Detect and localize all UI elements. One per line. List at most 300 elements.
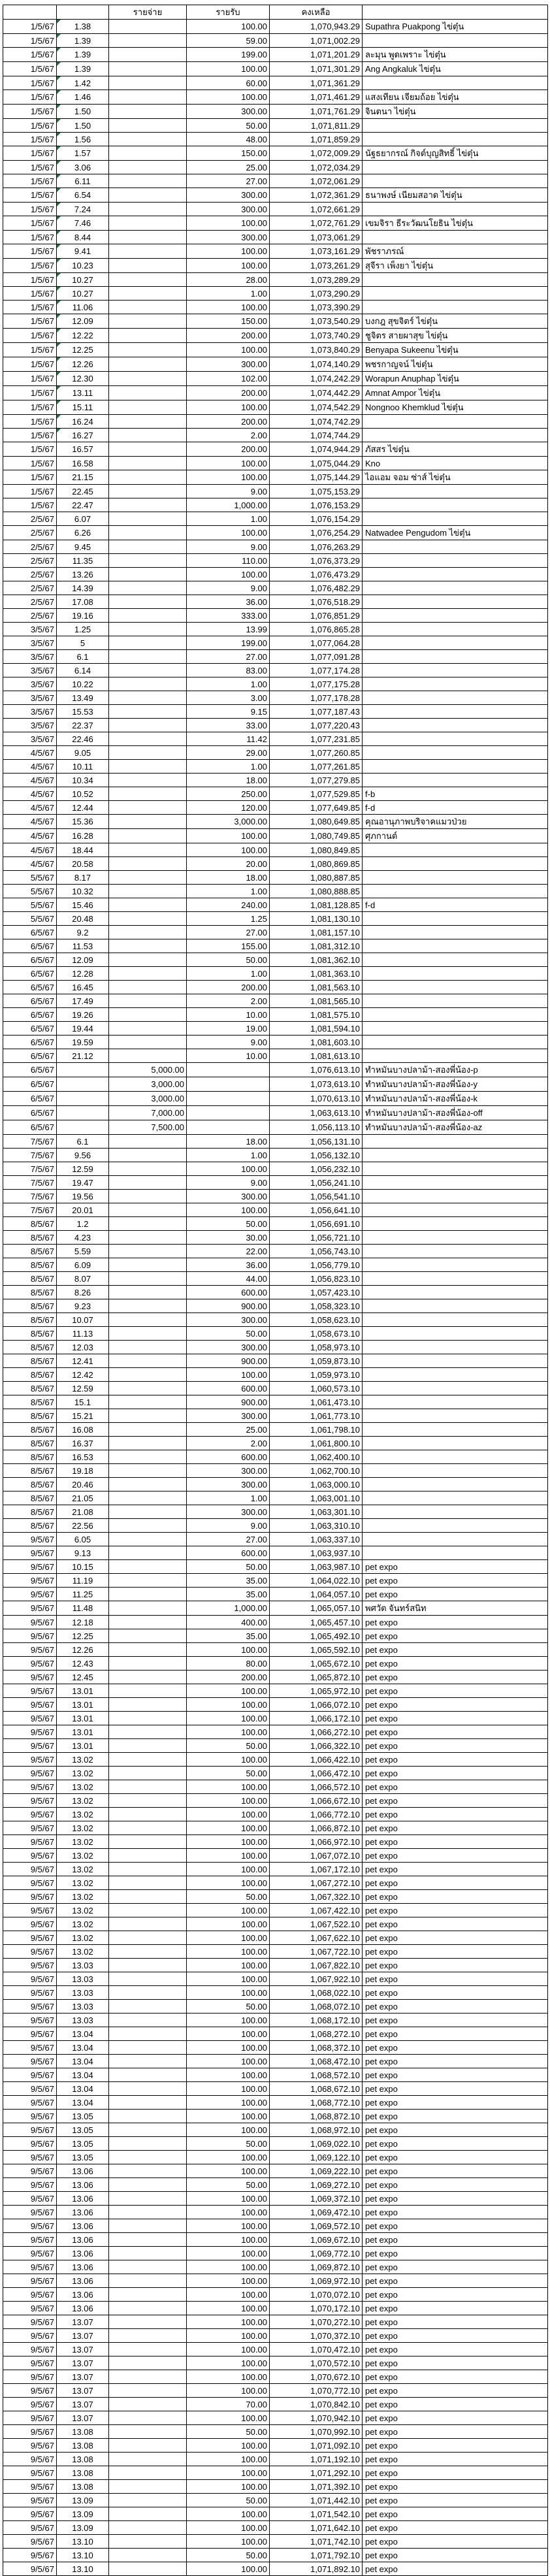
cell-date[interactable]: 6/5/67 xyxy=(3,1120,57,1135)
cell-date[interactable]: 8/5/67 xyxy=(3,1492,57,1505)
cell-note[interactable]: พชรกาญจน์ ไข่ตุ๋น xyxy=(363,357,548,372)
cell-time[interactable]: 13.02 xyxy=(57,1876,109,1890)
cell-balance[interactable]: 1,071,742.10 xyxy=(270,2535,363,2549)
cell-note[interactable]: pet expo xyxy=(363,2178,548,2192)
cell-time[interactable]: 13.01 xyxy=(57,1684,109,1698)
cell-expense[interactable] xyxy=(109,1423,187,1437)
cell-balance[interactable]: 1,063,001.10 xyxy=(270,1492,363,1505)
cell-balance[interactable]: 1,068,972.10 xyxy=(270,2123,363,2137)
cell-balance[interactable]: 1,056,541.10 xyxy=(270,1190,363,1203)
cell-date[interactable]: 4/5/67 xyxy=(3,760,57,774)
cell-expense[interactable] xyxy=(109,677,187,691)
cell-balance[interactable]: 1,073,540.29 xyxy=(270,314,363,329)
cell-income[interactable]: 27.00 xyxy=(187,926,270,939)
cell-time[interactable]: 5.59 xyxy=(57,1245,109,1258)
cell-date[interactable]: 1/5/67 xyxy=(3,231,57,244)
cell-expense[interactable]: 7,000.00 xyxy=(109,1106,187,1120)
cell-note[interactable] xyxy=(363,34,548,48)
cell-income[interactable]: 18.00 xyxy=(187,1135,270,1149)
cell-income[interactable]: 100.00 xyxy=(187,244,270,259)
cell-expense[interactable] xyxy=(109,912,187,926)
cell-balance[interactable]: 1,065,492.10 xyxy=(270,1629,363,1643)
cell-date[interactable]: 6/5/67 xyxy=(3,1077,57,1092)
cell-balance[interactable]: 1,069,572.10 xyxy=(270,2219,363,2233)
cell-expense[interactable] xyxy=(109,2343,187,2356)
cell-time[interactable]: 13.10 xyxy=(57,2535,109,2549)
cell-income[interactable]: 1.00 xyxy=(187,885,270,898)
cell-expense[interactable] xyxy=(109,386,187,400)
cell-time[interactable]: 1.56 xyxy=(57,133,109,146)
cell-date[interactable]: 8/5/67 xyxy=(3,1341,57,1354)
cell-income[interactable]: 300.00 xyxy=(187,188,270,203)
cell-date[interactable]: 4/5/67 xyxy=(3,746,57,760)
cell-note[interactable]: Natwadee Pengudom ไข่ตุ๋น xyxy=(363,526,548,540)
cell-expense[interactable] xyxy=(109,2151,187,2164)
cell-balance[interactable]: 1,076,473.29 xyxy=(270,568,363,581)
cell-balance[interactable]: 1,067,422.10 xyxy=(270,1904,363,1917)
cell-note[interactable] xyxy=(363,119,548,133)
cell-expense[interactable] xyxy=(109,48,187,62)
cell-balance[interactable]: 1,056,113.10 xyxy=(270,1120,363,1135)
cell-time[interactable]: 12.25 xyxy=(57,1629,109,1643)
cell-expense[interactable] xyxy=(109,2096,187,2110)
cell-time[interactable]: 21.08 xyxy=(57,1505,109,1519)
cell-time[interactable]: 1.38 xyxy=(57,20,109,34)
cell-expense[interactable] xyxy=(109,2027,187,2041)
cell-balance[interactable]: 1,077,091.28 xyxy=(270,650,363,664)
cell-expense[interactable] xyxy=(109,967,187,981)
cell-date[interactable]: 9/5/67 xyxy=(3,2521,57,2535)
cell-income[interactable]: 13.99 xyxy=(187,623,270,636)
cell-date[interactable]: 9/5/67 xyxy=(3,2453,57,2466)
cell-balance[interactable]: 1,068,072.10 xyxy=(270,2000,363,2014)
cell-expense[interactable] xyxy=(109,314,187,329)
cell-income[interactable]: 100.00 xyxy=(187,1203,270,1217)
cell-note[interactable]: pet expo xyxy=(363,2370,548,2384)
cell-time[interactable]: 21.05 xyxy=(57,1492,109,1505)
cell-time[interactable]: 14.39 xyxy=(57,581,109,595)
cell-income[interactable]: 200.00 xyxy=(187,415,270,429)
cell-balance[interactable]: 1,058,973.10 xyxy=(270,1341,363,1354)
cell-date[interactable]: 3/5/67 xyxy=(3,650,57,664)
cell-note[interactable] xyxy=(363,677,548,691)
cell-income[interactable]: 1.00 xyxy=(187,677,270,691)
cell-expense[interactable] xyxy=(109,2521,187,2535)
cell-time[interactable]: 13.06 xyxy=(57,2288,109,2302)
cell-balance[interactable]: 1,072,034.29 xyxy=(270,161,363,174)
cell-balance[interactable]: 1,071,442.10 xyxy=(270,2494,363,2507)
cell-note[interactable]: pet expo xyxy=(363,2068,548,2082)
cell-note[interactable] xyxy=(363,540,548,554)
cell-income[interactable]: 9.00 xyxy=(187,581,270,595)
cell-note[interactable]: pet expo xyxy=(363,2384,548,2398)
cell-balance[interactable]: 1,071,811.29 xyxy=(270,119,363,133)
cell-note[interactable]: pet expo xyxy=(363,2192,548,2206)
cell-balance[interactable]: 1,069,222.10 xyxy=(270,2164,363,2178)
cell-note[interactable]: pet expo xyxy=(363,2535,548,2549)
cell-note[interactable]: pet expo xyxy=(363,1876,548,1890)
cell-income[interactable]: 100.00 xyxy=(187,1972,270,1986)
cell-income[interactable] xyxy=(187,1106,270,1120)
cell-expense[interactable] xyxy=(109,898,187,912)
cell-expense[interactable] xyxy=(109,2110,187,2123)
cell-income[interactable]: 200.00 xyxy=(187,981,270,994)
cell-time[interactable]: 1.39 xyxy=(57,62,109,76)
cell-date[interactable]: 9/5/67 xyxy=(3,2288,57,2302)
cell-income[interactable]: 100.00 xyxy=(187,1643,270,1657)
cell-expense[interactable] xyxy=(109,76,187,90)
cell-income[interactable]: 50.00 xyxy=(187,1560,270,1574)
cell-expense[interactable] xyxy=(109,1560,187,1574)
cell-time[interactable]: 10.32 xyxy=(57,885,109,898)
cell-note[interactable] xyxy=(363,1492,548,1505)
cell-date[interactable]: 1/5/67 xyxy=(3,400,57,415)
cell-income[interactable]: 100.00 xyxy=(187,470,270,485)
cell-balance[interactable]: 1,071,092.10 xyxy=(270,2439,363,2453)
cell-expense[interactable] xyxy=(109,498,187,512)
header-income[interactable]: รายรับ xyxy=(187,5,270,20)
cell-expense[interactable] xyxy=(109,2384,187,2398)
cell-balance[interactable]: 1,068,172.10 xyxy=(270,2014,363,2027)
cell-note[interactable]: ทำหมันบางปลาม้า-สองพี่น้อง-p xyxy=(363,1063,548,1077)
cell-income[interactable]: 18.00 xyxy=(187,774,270,787)
cell-date[interactable]: 9/5/67 xyxy=(3,1629,57,1643)
cell-expense[interactable] xyxy=(109,1767,187,1780)
cell-time[interactable]: 13.07 xyxy=(57,2315,109,2329)
cell-balance[interactable]: 1,071,461.29 xyxy=(270,90,363,105)
cell-income[interactable]: 100.00 xyxy=(187,343,270,357)
cell-expense[interactable] xyxy=(109,871,187,885)
cell-balance[interactable]: 1,067,822.10 xyxy=(270,1959,363,1972)
cell-note[interactable]: pet expo xyxy=(363,1780,548,1794)
cell-time[interactable]: 20.58 xyxy=(57,857,109,871)
cell-date[interactable]: 6/5/67 xyxy=(3,939,57,953)
cell-balance[interactable]: 1,071,301.29 xyxy=(270,62,363,76)
cell-balance[interactable]: 1,065,592.10 xyxy=(270,1643,363,1657)
cell-balance[interactable]: 1,056,779.10 xyxy=(270,1258,363,1272)
cell-note[interactable] xyxy=(363,554,548,568)
cell-date[interactable]: 9/5/67 xyxy=(3,2027,57,2041)
cell-balance[interactable]: 1,067,172.10 xyxy=(270,1863,363,1876)
cell-time[interactable] xyxy=(57,1092,109,1106)
cell-note[interactable] xyxy=(363,1135,548,1149)
cell-income[interactable]: 1.00 xyxy=(187,512,270,526)
cell-note[interactable] xyxy=(363,732,548,746)
cell-note[interactable]: pet expo xyxy=(363,1945,548,1959)
cell-date[interactable]: 9/5/67 xyxy=(3,2096,57,2110)
cell-balance[interactable]: 1,071,292.10 xyxy=(270,2466,363,2480)
cell-note[interactable] xyxy=(363,1162,548,1176)
cell-income[interactable]: 100.00 xyxy=(187,20,270,34)
cell-time[interactable]: 7.24 xyxy=(57,203,109,216)
cell-time[interactable]: 12.25 xyxy=(57,343,109,357)
cell-income[interactable]: 100.00 xyxy=(187,1849,270,1863)
cell-balance[interactable]: 1,064,057.10 xyxy=(270,1588,363,1601)
cell-date[interactable]: 9/5/67 xyxy=(3,2123,57,2137)
cell-date[interactable]: 2/5/67 xyxy=(3,540,57,554)
cell-balance[interactable]: 1,068,022.10 xyxy=(270,1986,363,2000)
cell-income[interactable]: 50.00 xyxy=(187,2494,270,2507)
cell-time[interactable]: 13.02 xyxy=(57,1863,109,1876)
cell-expense[interactable] xyxy=(109,2288,187,2302)
cell-expense[interactable] xyxy=(109,843,187,857)
cell-date[interactable]: 8/5/67 xyxy=(3,1299,57,1313)
cell-expense[interactable] xyxy=(109,705,187,719)
cell-time[interactable]: 13.06 xyxy=(57,2302,109,2315)
cell-note[interactable]: pet expo xyxy=(363,1560,548,1574)
cell-income[interactable] xyxy=(187,1063,270,1077)
cell-date[interactable]: 2/5/67 xyxy=(3,512,57,526)
cell-expense[interactable] xyxy=(109,1409,187,1423)
cell-income[interactable]: 100.00 xyxy=(187,301,270,314)
cell-expense[interactable] xyxy=(109,2137,187,2151)
cell-income[interactable]: 100.00 xyxy=(187,1863,270,1876)
cell-expense[interactable] xyxy=(109,2247,187,2260)
cell-expense[interactable] xyxy=(109,2315,187,2329)
cell-expense[interactable] xyxy=(109,1959,187,1972)
cell-balance[interactable]: 1,074,442.29 xyxy=(270,386,363,400)
cell-income[interactable]: 100.00 xyxy=(187,2206,270,2219)
cell-balance[interactable]: 1,063,337.10 xyxy=(270,1533,363,1546)
cell-income[interactable]: 200.00 xyxy=(187,329,270,343)
cell-time[interactable]: 13.03 xyxy=(57,1986,109,2000)
cell-note[interactable] xyxy=(363,415,548,429)
cell-time[interactable]: 11.19 xyxy=(57,1574,109,1588)
cell-balance[interactable]: 1,071,002.29 xyxy=(270,34,363,48)
cell-expense[interactable] xyxy=(109,457,187,470)
header-balance[interactable]: คงเหลือ xyxy=(270,5,363,20)
cell-balance[interactable]: 1,077,174.28 xyxy=(270,664,363,677)
cell-date[interactable]: 6/5/67 xyxy=(3,981,57,994)
cell-note[interactable]: pet expo xyxy=(363,2247,548,2260)
cell-time[interactable]: 13.06 xyxy=(57,2233,109,2247)
cell-income[interactable]: 35.00 xyxy=(187,1588,270,1601)
cell-note[interactable]: pet expo xyxy=(363,1835,548,1849)
cell-balance[interactable]: 1,063,937.10 xyxy=(270,1546,363,1560)
cell-expense[interactable] xyxy=(109,231,187,244)
cell-date[interactable]: 6/5/67 xyxy=(3,953,57,967)
cell-income[interactable]: 3,000.00 xyxy=(187,815,270,829)
cell-balance[interactable]: 1,068,772.10 xyxy=(270,2096,363,2110)
cell-time[interactable]: 13.04 xyxy=(57,2041,109,2055)
cell-income[interactable]: 155.00 xyxy=(187,939,270,953)
cell-income[interactable]: 1.00 xyxy=(187,1149,270,1162)
cell-expense[interactable] xyxy=(109,2356,187,2370)
cell-expense[interactable] xyxy=(109,259,187,273)
cell-time[interactable]: 13.08 xyxy=(57,2453,109,2466)
cell-income[interactable]: 100.00 xyxy=(187,1959,270,1972)
cell-time[interactable]: 13.04 xyxy=(57,2068,109,2082)
cell-note[interactable]: pet expo xyxy=(363,2549,548,2562)
cell-note[interactable] xyxy=(363,774,548,787)
cell-time[interactable]: 13.02 xyxy=(57,1821,109,1835)
cell-balance[interactable]: 1,075,153.29 xyxy=(270,485,363,498)
cell-time[interactable]: 16.53 xyxy=(57,1450,109,1464)
cell-time[interactable]: 12.41 xyxy=(57,1354,109,1368)
cell-income[interactable]: 100.00 xyxy=(187,2151,270,2164)
cell-balance[interactable]: 1,068,372.10 xyxy=(270,2041,363,2055)
cell-expense[interactable] xyxy=(109,1546,187,1560)
cell-date[interactable]: 1/5/67 xyxy=(3,105,57,119)
cell-income[interactable]: 100.00 xyxy=(187,457,270,470)
cell-balance[interactable]: 1,058,323.10 xyxy=(270,1299,363,1313)
cell-date[interactable]: 7/5/67 xyxy=(3,1203,57,1217)
cell-note[interactable] xyxy=(363,203,548,216)
cell-time[interactable]: 19.47 xyxy=(57,1176,109,1190)
cell-note[interactable]: เขมจิรา ธีระวัฒนโยธิน ไข่ตุ๋น xyxy=(363,216,548,231)
cell-date[interactable]: 9/5/67 xyxy=(3,1601,57,1616)
cell-note[interactable]: Worapun Anuphap ไข่ตุ๋น xyxy=(363,372,548,386)
cell-note[interactable]: f-d xyxy=(363,898,548,912)
cell-expense[interactable] xyxy=(109,34,187,48)
cell-note[interactable]: pet expo xyxy=(363,2398,548,2411)
cell-time[interactable]: 6.05 xyxy=(57,1533,109,1546)
cell-balance[interactable]: 1,070,772.10 xyxy=(270,2384,363,2398)
cell-date[interactable]: 9/5/67 xyxy=(3,2356,57,2370)
cell-date[interactable]: 1/5/67 xyxy=(3,287,57,301)
cell-date[interactable]: 9/5/67 xyxy=(3,2466,57,2480)
cell-date[interactable]: 5/5/67 xyxy=(3,871,57,885)
cell-date[interactable]: 9/5/67 xyxy=(3,1643,57,1657)
cell-date[interactable]: 1/5/67 xyxy=(3,372,57,386)
cell-balance[interactable]: 1,068,872.10 xyxy=(270,2110,363,2123)
cell-income[interactable]: 100.00 xyxy=(187,259,270,273)
cell-income[interactable]: 100.00 xyxy=(187,2466,270,2480)
cell-date[interactable]: 1/5/67 xyxy=(3,133,57,146)
cell-balance[interactable]: 1,061,473.10 xyxy=(270,1395,363,1409)
cell-income[interactable]: 25.00 xyxy=(187,1423,270,1437)
cell-time[interactable]: 1.42 xyxy=(57,76,109,90)
cell-note[interactable] xyxy=(363,871,548,885)
cell-time[interactable]: 19.16 xyxy=(57,609,109,623)
cell-balance[interactable]: 1,068,472.10 xyxy=(270,2055,363,2068)
cell-balance[interactable]: 1,076,153.29 xyxy=(270,498,363,512)
cell-balance[interactable]: 1,056,232.10 xyxy=(270,1162,363,1176)
cell-income[interactable]: 50.00 xyxy=(187,1890,270,1904)
cell-date[interactable]: 9/5/67 xyxy=(3,2329,57,2343)
cell-expense[interactable] xyxy=(109,470,187,485)
cell-balance[interactable]: 1,070,472.10 xyxy=(270,2343,363,2356)
cell-note[interactable] xyxy=(363,1341,548,1354)
cell-time[interactable]: 13.01 xyxy=(57,1712,109,1725)
cell-date[interactable]: 2/5/67 xyxy=(3,568,57,581)
cell-expense[interactable] xyxy=(109,2041,187,2055)
cell-time[interactable]: 15.36 xyxy=(57,815,109,829)
cell-time[interactable]: 16.58 xyxy=(57,457,109,470)
cell-balance[interactable]: 1,063,310.10 xyxy=(270,1519,363,1533)
cell-balance[interactable]: 1,056,721.10 xyxy=(270,1231,363,1245)
cell-note[interactable]: จินตนา ไข่ตุ๋น xyxy=(363,105,548,119)
cell-date[interactable]: 9/5/67 xyxy=(3,2549,57,2562)
cell-expense[interactable] xyxy=(109,1245,187,1258)
cell-expense[interactable] xyxy=(109,400,187,415)
cell-expense[interactable] xyxy=(109,2000,187,2014)
cell-time[interactable]: 6.26 xyxy=(57,526,109,540)
cell-expense[interactable] xyxy=(109,2398,187,2411)
cell-date[interactable]: 3/5/67 xyxy=(3,732,57,746)
cell-date[interactable]: 2/5/67 xyxy=(3,554,57,568)
cell-note[interactable] xyxy=(363,1022,548,1035)
header-time[interactable] xyxy=(57,5,109,20)
cell-time[interactable]: 1.50 xyxy=(57,105,109,119)
cell-time[interactable]: 10.34 xyxy=(57,774,109,787)
cell-balance[interactable]: 1,070,672.10 xyxy=(270,2370,363,2384)
cell-date[interactable]: 9/5/67 xyxy=(3,1753,57,1767)
cell-note[interactable]: f-b xyxy=(363,787,548,801)
cell-date[interactable]: 1/5/67 xyxy=(3,259,57,273)
cell-date[interactable]: 9/5/67 xyxy=(3,1808,57,1821)
cell-expense[interactable] xyxy=(109,1972,187,1986)
cell-income[interactable]: 100.00 xyxy=(187,1684,270,1698)
cell-expense[interactable] xyxy=(109,2068,187,2082)
cell-note[interactable] xyxy=(363,939,548,953)
cell-date[interactable]: 8/5/67 xyxy=(3,1272,57,1286)
cell-note[interactable]: ละมุน พูดเพราะ ไข่ตุ๋น xyxy=(363,48,548,62)
cell-expense[interactable] xyxy=(109,1299,187,1313)
cell-note[interactable] xyxy=(363,581,548,595)
cell-expense[interactable] xyxy=(109,1286,187,1299)
cell-balance[interactable]: 1,076,518.29 xyxy=(270,595,363,609)
cell-time[interactable]: 6.07 xyxy=(57,512,109,526)
cell-time[interactable]: 13.03 xyxy=(57,1959,109,1972)
cell-income[interactable]: 1,000.00 xyxy=(187,1601,270,1616)
cell-note[interactable]: pet expo xyxy=(363,2027,548,2041)
cell-note[interactable] xyxy=(363,636,548,650)
cell-date[interactable]: 9/5/67 xyxy=(3,1986,57,2000)
cell-expense[interactable] xyxy=(109,1272,187,1286)
cell-expense[interactable] xyxy=(109,2274,187,2288)
cell-income[interactable]: 199.00 xyxy=(187,48,270,62)
cell-balance[interactable]: 1,065,872.10 xyxy=(270,1671,363,1684)
cell-expense[interactable] xyxy=(109,1464,187,1478)
cell-date[interactable]: 8/5/67 xyxy=(3,1519,57,1533)
cell-balance[interactable]: 1,080,869.85 xyxy=(270,857,363,871)
cell-balance[interactable]: 1,074,742.29 xyxy=(270,415,363,429)
cell-time[interactable]: 12.03 xyxy=(57,1341,109,1354)
cell-balance[interactable]: 1,081,362.10 xyxy=(270,953,363,967)
cell-date[interactable]: 9/5/67 xyxy=(3,2302,57,2315)
cell-time[interactable]: 13.06 xyxy=(57,2274,109,2288)
cell-note[interactable]: pet expo xyxy=(363,1849,548,1863)
cell-expense[interactable] xyxy=(109,1341,187,1354)
cell-note[interactable]: ธนาพงษ์ เนียมสอาด ไข่ตุ๋น xyxy=(363,188,548,203)
cell-time[interactable]: 15.53 xyxy=(57,705,109,719)
cell-income[interactable]: 100.00 xyxy=(187,2562,270,2576)
cell-date[interactable]: 9/5/67 xyxy=(3,1849,57,1863)
cell-note[interactable]: pet expo xyxy=(363,2288,548,2302)
cell-balance[interactable]: 1,066,322.10 xyxy=(270,1739,363,1753)
cell-income[interactable]: 100.00 xyxy=(187,1162,270,1176)
cell-note[interactable]: pet expo xyxy=(363,1698,548,1712)
cell-time[interactable]: 19.56 xyxy=(57,1190,109,1203)
cell-date[interactable]: 1/5/67 xyxy=(3,34,57,48)
cell-expense[interactable] xyxy=(109,1492,187,1505)
cell-note[interactable]: Nongnoo Khemklud ไข่ตุ๋น xyxy=(363,400,548,415)
cell-balance[interactable]: 1,069,022.10 xyxy=(270,2137,363,2151)
cell-balance[interactable]: 1,081,130.10 xyxy=(270,912,363,926)
cell-expense[interactable] xyxy=(109,273,187,287)
cell-income[interactable]: 9.00 xyxy=(187,485,270,498)
cell-balance[interactable]: 1,072,009.29 xyxy=(270,146,363,161)
cell-time[interactable]: 13.07 xyxy=(57,2398,109,2411)
cell-note[interactable]: นัฐธยากรณ์ กิจต์บุญสิทธิ์ ไข่ตุ๋น xyxy=(363,146,548,161)
cell-date[interactable]: 8/5/67 xyxy=(3,1327,57,1341)
cell-note[interactable] xyxy=(363,623,548,636)
cell-time[interactable]: 13.01 xyxy=(57,1698,109,1712)
cell-note[interactable]: pet expo xyxy=(363,2233,548,2247)
cell-balance[interactable]: 1,077,187.43 xyxy=(270,705,363,719)
cell-income[interactable]: 900.00 xyxy=(187,1354,270,1368)
